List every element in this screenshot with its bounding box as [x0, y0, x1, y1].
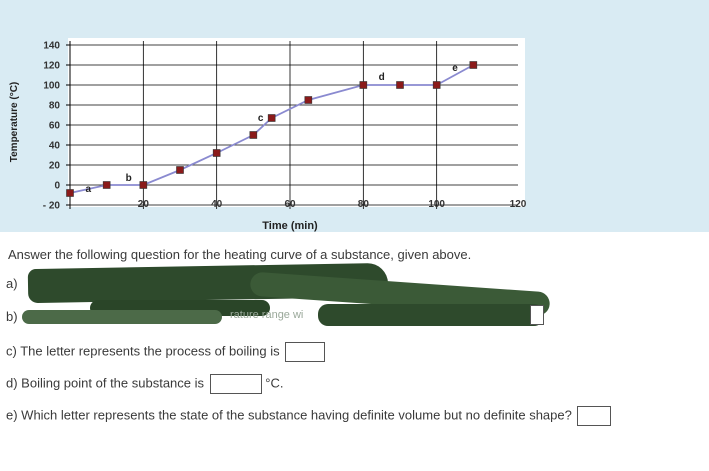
question-a-prefix: a) [6, 276, 18, 291]
answer-box-d[interactable] [210, 374, 262, 394]
y-tick-label: 40 [48, 140, 60, 152]
segment-label: d [378, 72, 385, 83]
y-tick-label: 20 [48, 160, 60, 172]
data-point [213, 150, 220, 157]
data-point [250, 132, 257, 139]
data-point [103, 182, 110, 189]
y-tick-label: - 20 [42, 200, 60, 212]
question-c [6, 342, 325, 362]
segment-label: a [85, 184, 92, 195]
segment-label: c [257, 113, 264, 124]
data-point [470, 62, 477, 69]
y-tick-label: 100 [43, 80, 60, 92]
data-point [268, 115, 275, 122]
question-b-fragment: rature range wi [230, 309, 304, 321]
question-d-text: d) Boiling point of the substance is [6, 375, 205, 391]
y-tick-label: 120 [43, 60, 60, 72]
segment-label: b [125, 173, 132, 184]
y-tick-label: 80 [48, 100, 60, 112]
question-b-prefix: b) [6, 309, 18, 324]
data-point [67, 190, 74, 197]
data-point [177, 167, 184, 174]
data-point [360, 82, 367, 89]
x-tick-label: 100 [428, 199, 446, 210]
y-axis-label: Temperature (°C) [9, 81, 20, 163]
y-tick-label: 60 [48, 120, 60, 132]
question-b [6, 309, 304, 324]
x-tick-label: 80 [357, 199, 369, 210]
data-point [433, 82, 440, 89]
answer-box-c[interactable] [285, 342, 325, 362]
data-point [140, 182, 147, 189]
question-c-text: c) The letter represents the process of boiling is [6, 343, 280, 359]
x-tick-label: 40 [211, 199, 223, 210]
data-point [305, 97, 312, 104]
y-tick-label: 0 [54, 180, 60, 192]
chart-panel [0, 0, 709, 232]
question-e [6, 406, 611, 426]
question-d [6, 374, 283, 394]
redaction-scribble [22, 310, 222, 324]
x-tick-label: 20 [137, 199, 149, 210]
answer-box-e[interactable] [577, 406, 611, 426]
x-tick-label: 120 [509, 199, 527, 210]
heating-curve-chart [0, 0, 709, 232]
question-a [6, 276, 18, 291]
question-e-text: e) Which letter represents the state of the substance having definite volume but no definite shape? [6, 407, 572, 423]
question-intro: Answer the following question for the heating curve of a substance, given above. [8, 247, 472, 262]
data-point [397, 82, 404, 89]
segment-label: e [452, 63, 458, 74]
y-tick-label: 140 [43, 40, 60, 52]
x-tick-label: 60 [284, 199, 296, 210]
x-axis-label: Time (min) [262, 220, 318, 232]
answer-box-b[interactable] [530, 305, 544, 325]
question-d-unit: °C. [265, 375, 284, 391]
redaction-scribble [318, 304, 544, 326]
